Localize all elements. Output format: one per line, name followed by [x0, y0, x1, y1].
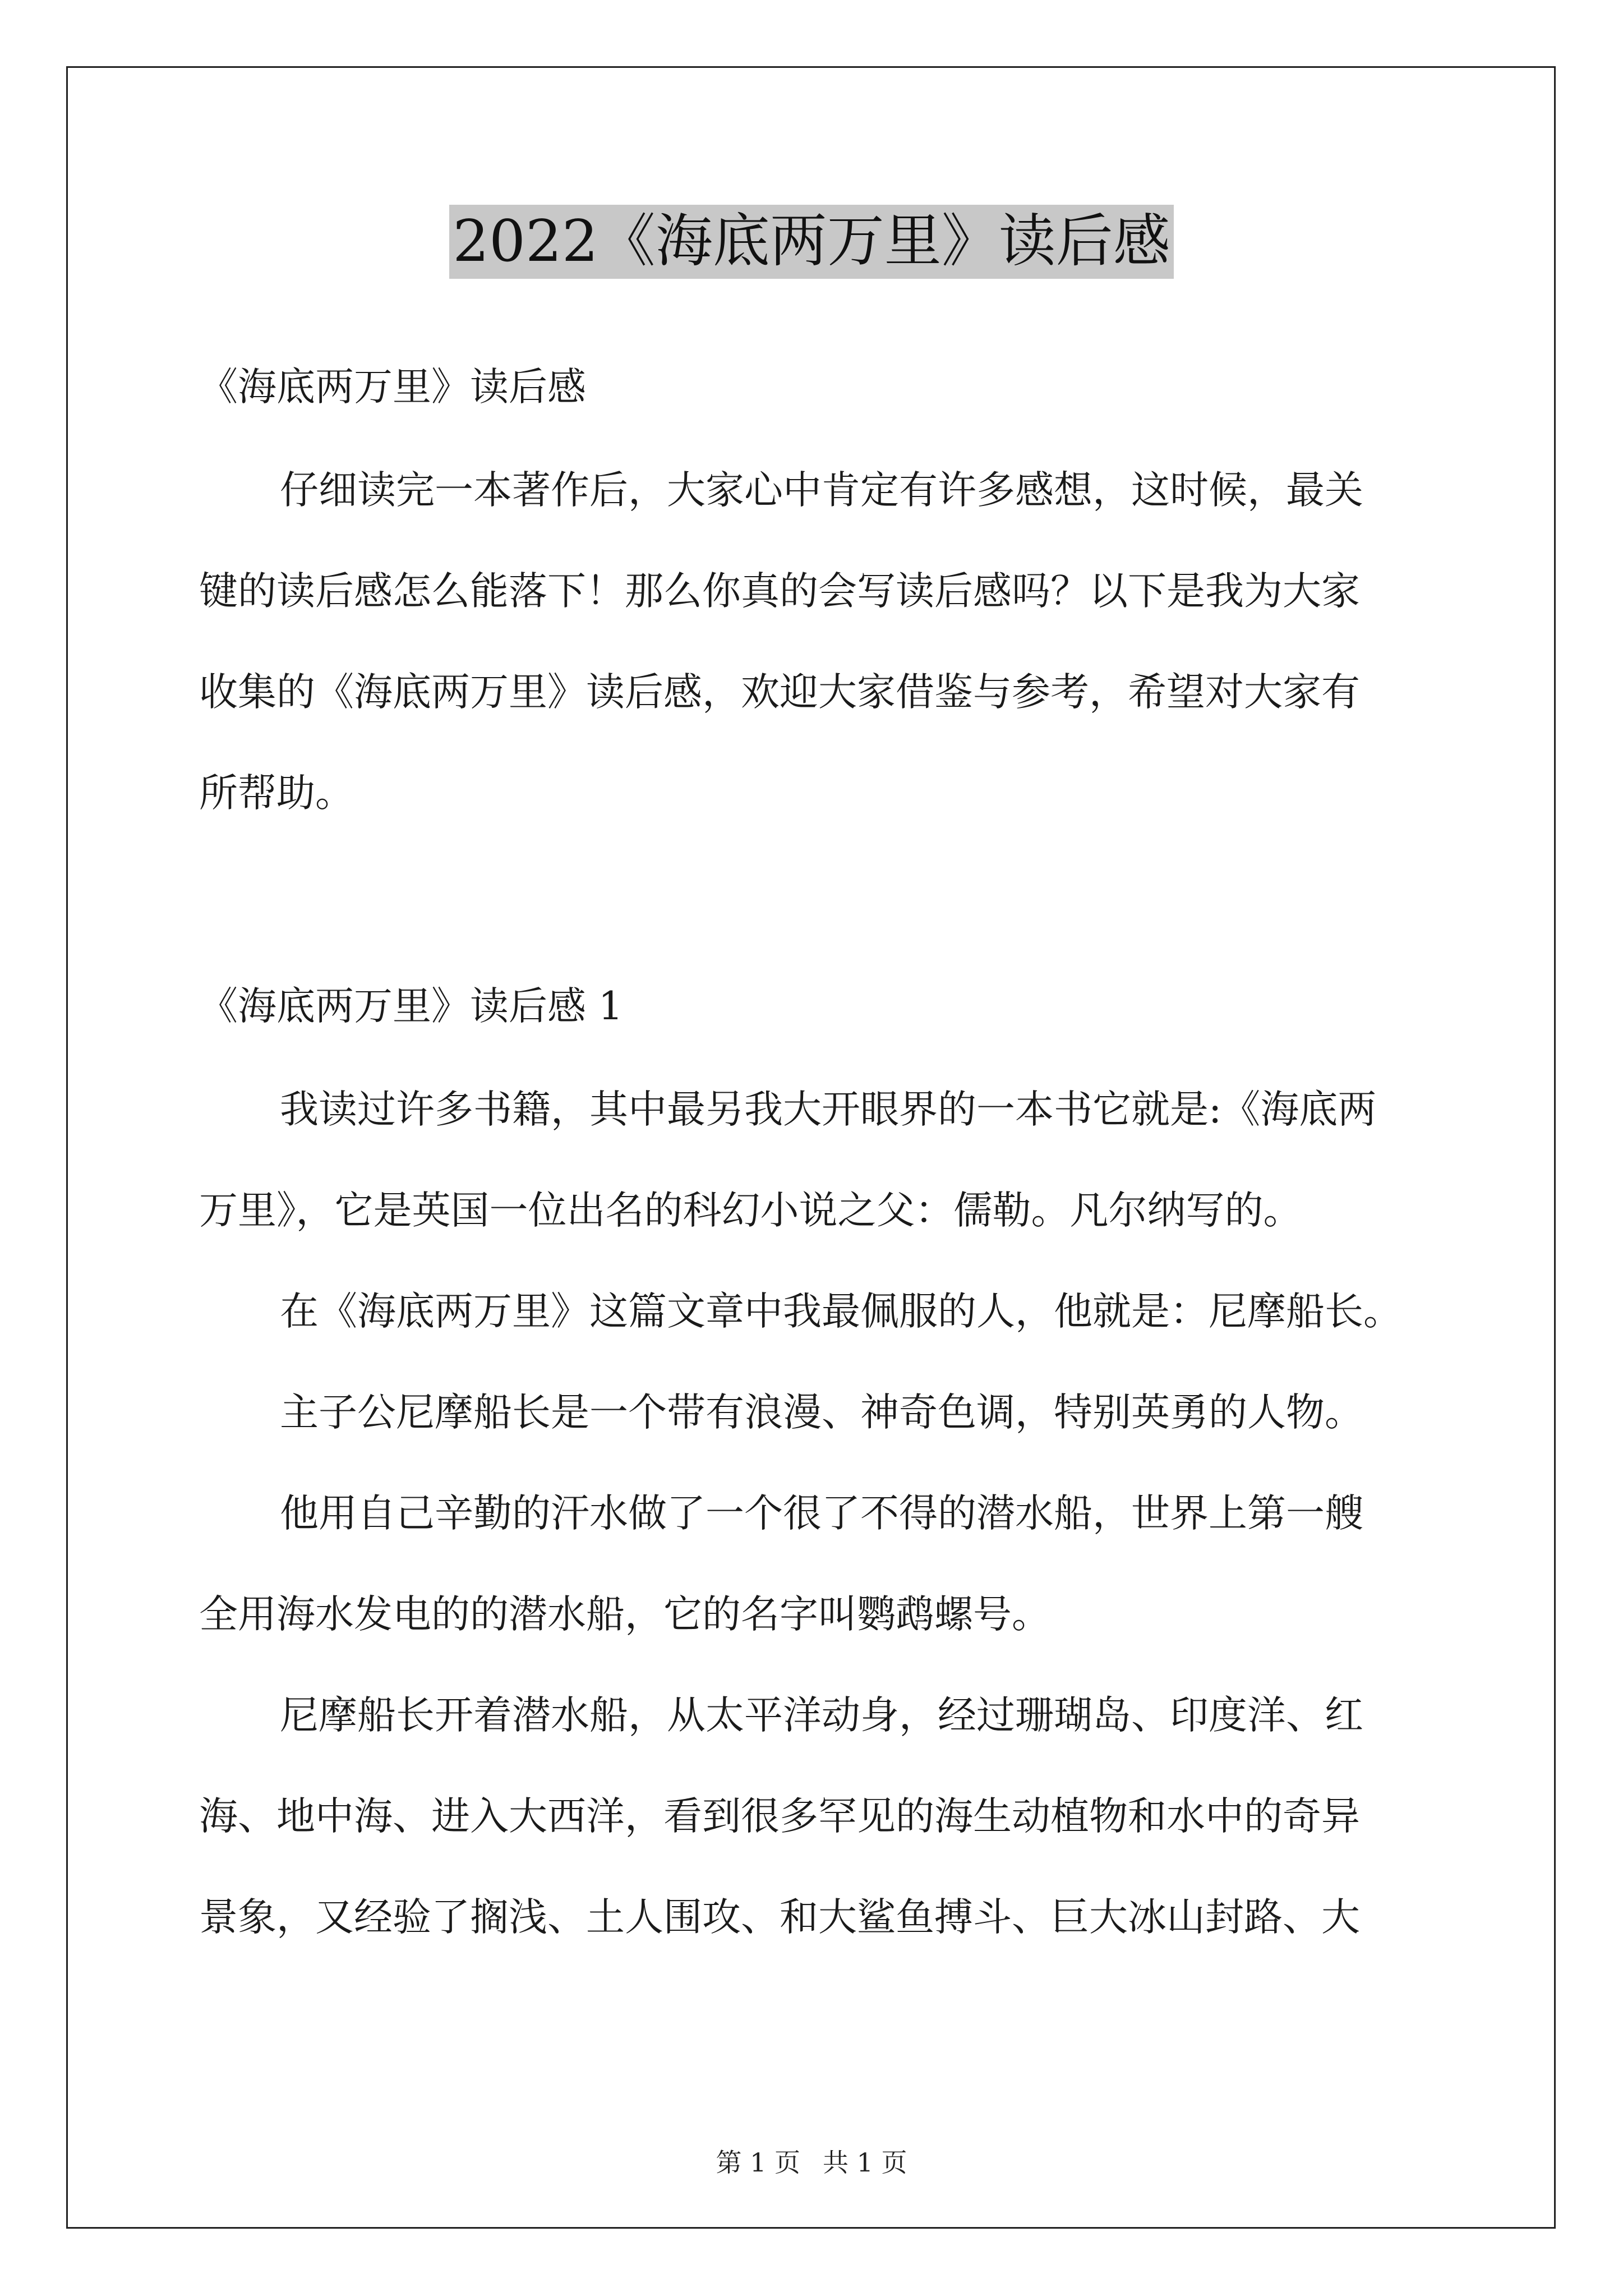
body-line: 全用海水发电的的潜水船，它的名字叫鹦鹉螺号。: [199, 1592, 1050, 1637]
body-line: 我读过许多书籍，其中最另我大开眼界的一本书它就是:《海底两: [280, 1087, 1377, 1132]
body-line: 海、地中海、进入大西洋，看到很多罕见的海生动植物和水中的奇异: [199, 1794, 1360, 1839]
body-line: 万里》，它是英国一位出名的科幻小说之父：儒勒。凡尔纳写的。: [199, 1188, 1302, 1233]
page-number: 第 1 页: [716, 2147, 800, 2178]
intro-line: 仔细读完一本著作后，大家心中肯定有许多感想，这时候，最关: [280, 468, 1363, 513]
document-title: 2022《海底两万里》读后感: [449, 205, 1174, 279]
body-line: 主子公尼摩船长是一个带有浪漫、神奇色调，特别英勇的人物。: [280, 1390, 1363, 1435]
intro-line: 键的读后感怎么能落下！那么你真的会写读后感吗？以下是我为大家: [199, 569, 1360, 614]
page-total: 共 1 页: [823, 2147, 907, 2178]
body-line: 他用自己辛勤的汗水做了一个很了不得的潜水船，世界上第一艘: [280, 1491, 1363, 1536]
page-footer: [0, 2146, 1623, 2179]
title-container: [0, 205, 1623, 279]
body-line: 景象，又经验了搁浅、土人围攻、和大鲨鱼搏斗、巨大冰山封路、大: [199, 1895, 1360, 1940]
intro-line: 所帮助。: [199, 771, 354, 816]
subtitle: 《海底两万里》读后感: [199, 365, 586, 409]
intro-line: 收集的《海底两万里》读后感，欢迎大家借鉴与参考，希望对大家有: [199, 670, 1360, 715]
paragraph-gap: [199, 844, 1433, 956]
body-line: 尼摩船长开着潜水船，从太平洋动身，经过珊瑚岛、印度洋、红: [280, 1693, 1363, 1738]
body-line: 在《海底两万里》这篇文章中我最佩服的人，他就是：尼摩船长。: [280, 1289, 1402, 1334]
document-body: [199, 337, 1433, 1968]
section-heading: 《海底两万里》读后感 1: [199, 984, 623, 1029]
